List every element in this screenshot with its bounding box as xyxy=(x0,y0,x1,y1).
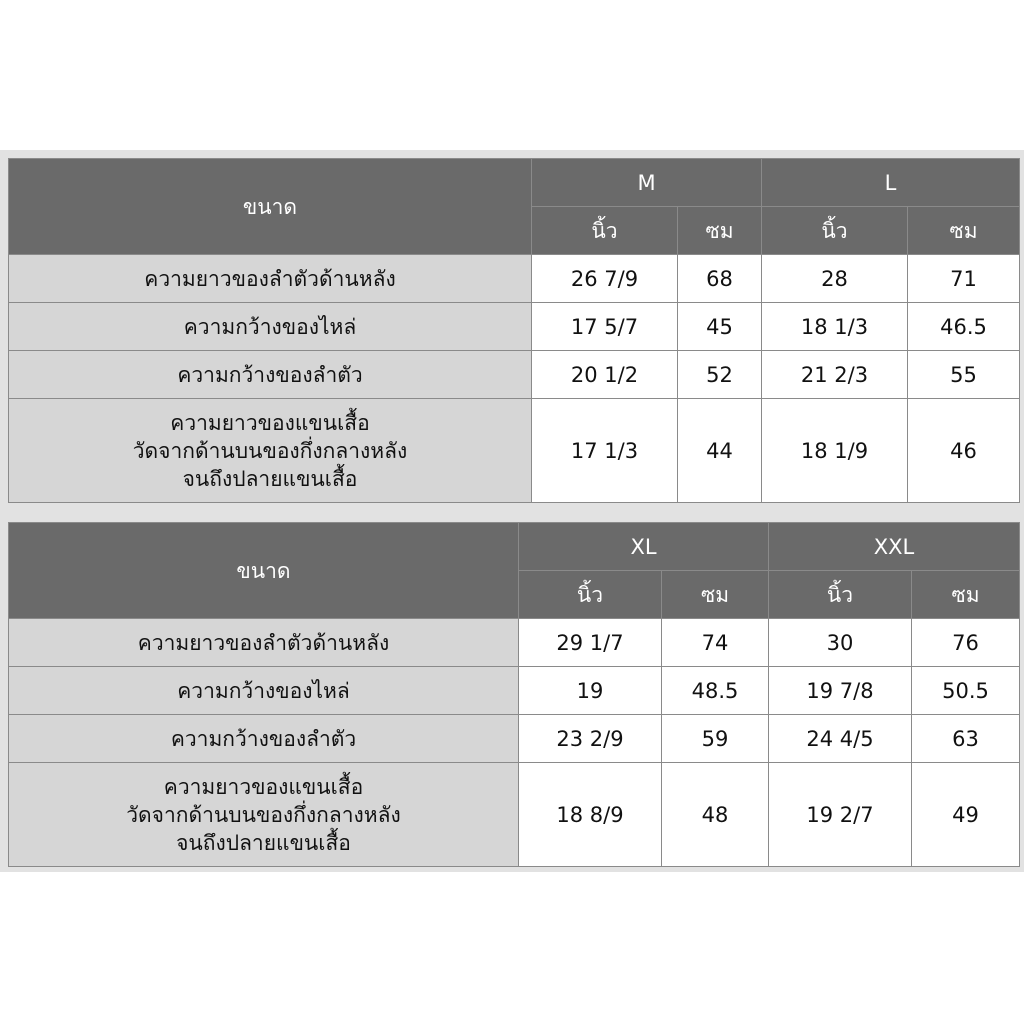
row-label-shoulder-width: ความกว้างของไหล่ xyxy=(9,667,519,715)
row-label-shoulder-width: ความกว้างของไหล่ xyxy=(9,303,532,351)
size-m-header: M xyxy=(532,159,762,207)
unit-inch-header: นิ้ว xyxy=(519,571,662,619)
cell-value: 74 xyxy=(662,619,769,667)
table-row xyxy=(9,303,1020,351)
label-line: จนถึงปลายแขนเสื้อ xyxy=(182,466,358,491)
cell-value: 68 xyxy=(678,255,762,303)
size-xl-header: XL xyxy=(519,523,769,571)
cell-value: 18 1/3 xyxy=(762,303,908,351)
cell-value: 76 xyxy=(912,619,1020,667)
size-table-xl-xxl xyxy=(8,522,1020,867)
table-row xyxy=(9,619,1020,667)
cell-value: 21 2/3 xyxy=(762,351,908,399)
size-l-header: L xyxy=(762,159,1020,207)
cell-value: 23 2/9 xyxy=(519,715,662,763)
cell-value: 63 xyxy=(912,715,1020,763)
row-label-back-length: ความยาวของลำตัวด้านหลัง xyxy=(9,255,532,303)
unit-cm-header: ซม xyxy=(662,571,769,619)
table-row xyxy=(9,399,1020,503)
row-label-body-width: ความกว้างของลำตัว xyxy=(9,715,519,763)
cell-value: 19 2/7 xyxy=(769,763,912,867)
table-row xyxy=(9,351,1020,399)
cell-value: 26 7/9 xyxy=(532,255,678,303)
row-label-body-width: ความกว้างของลำตัว xyxy=(9,351,532,399)
cell-value: 19 xyxy=(519,667,662,715)
label-line: วัดจากด้านบนของกึ่งกลางหลัง xyxy=(126,802,401,827)
cell-value: 45 xyxy=(678,303,762,351)
cell-value: 48.5 xyxy=(662,667,769,715)
cell-value: 71 xyxy=(908,255,1020,303)
unit-cm-header: ซม xyxy=(912,571,1020,619)
cell-value: 48 xyxy=(662,763,769,867)
row-label-back-length: ความยาวของลำตัวด้านหลัง xyxy=(9,619,519,667)
cell-value: 44 xyxy=(678,399,762,503)
size-header: ขนาด xyxy=(9,523,519,619)
table-row xyxy=(9,715,1020,763)
cell-value: 29 1/7 xyxy=(519,619,662,667)
label-line: วัดจากด้านบนของกึ่งกลางหลัง xyxy=(132,438,408,463)
unit-cm-header: ซม xyxy=(678,207,762,255)
cell-value: 18 1/9 xyxy=(762,399,908,503)
cell-value: 18 8/9 xyxy=(519,763,662,867)
unit-inch-header: นิ้ว xyxy=(762,207,908,255)
cell-value: 17 1/3 xyxy=(532,399,678,503)
cell-value: 52 xyxy=(678,351,762,399)
unit-inch-header: นิ้ว xyxy=(532,207,678,255)
cell-value: 50.5 xyxy=(912,667,1020,715)
cell-value: 19 7/8 xyxy=(769,667,912,715)
cell-value: 46.5 xyxy=(908,303,1020,351)
cell-value: 17 5/7 xyxy=(532,303,678,351)
label-line: จนถึงปลายแขนเสื้อ xyxy=(176,830,351,855)
cell-value: 24 4/5 xyxy=(769,715,912,763)
label-line: ความยาวของแขนเสื้อ xyxy=(163,774,364,799)
size-table-m-l xyxy=(8,158,1020,503)
cell-value: 28 xyxy=(762,255,908,303)
cell-value: 46 xyxy=(908,399,1020,503)
label-line: ความยาวของแขนเสื้อ xyxy=(170,410,370,435)
cell-value: 55 xyxy=(908,351,1020,399)
row-label-sleeve-length xyxy=(9,763,519,867)
table-row xyxy=(9,255,1020,303)
cell-value: 49 xyxy=(912,763,1020,867)
cell-value: 30 xyxy=(769,619,912,667)
table-row xyxy=(9,667,1020,715)
unit-inch-header: นิ้ว xyxy=(769,571,912,619)
size-header: ขนาด xyxy=(9,159,532,255)
size-xxl-header: XXL xyxy=(769,523,1020,571)
cell-value: 20 1/2 xyxy=(532,351,678,399)
unit-cm-header: ซม xyxy=(908,207,1020,255)
row-label-sleeve-length xyxy=(9,399,532,503)
cell-value: 59 xyxy=(662,715,769,763)
table-row xyxy=(9,763,1020,867)
